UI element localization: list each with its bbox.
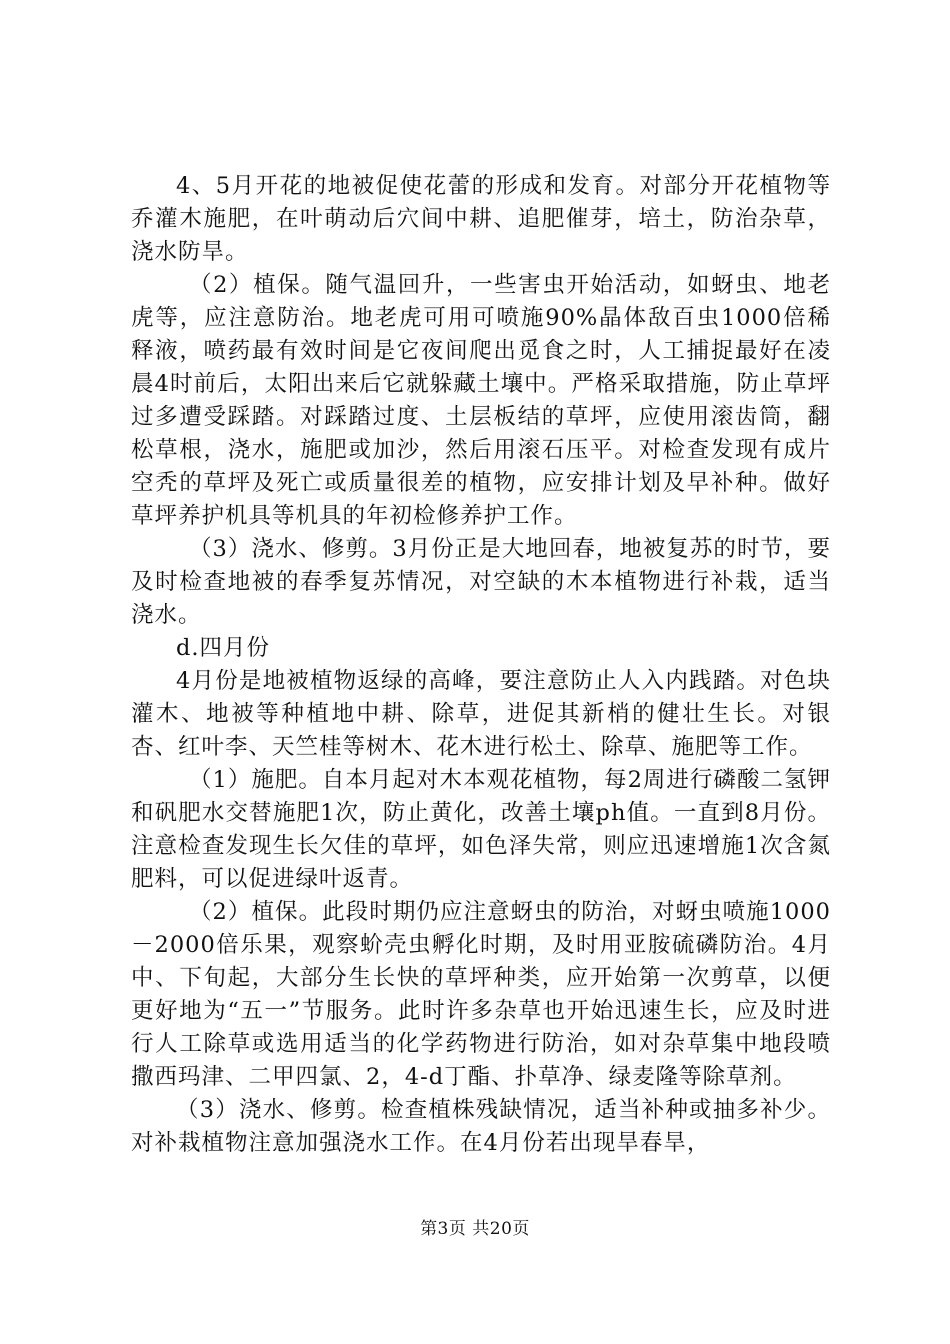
paragraph: （3）浇水、修剪。检查植株残缺情况，适当补种或抽多补少。对补栽植物注意加强浇水工作。在4月份若出现旱春旱， <box>131 1097 831 1156</box>
paragraph: （3）浇水、修剪。3月份正是大地回春，地被复苏的时节，要及时检查地被的春季复苏情况，对空缺的木本植物进行补栽，适当浇水。 <box>131 536 831 628</box>
paragraph: （2）植保。此段时期仍应注意蚜虫的防治，对蚜虫喷施1000－2000倍乐果，观察蚧壳虫孵化时期，及时用亚胺硫磷防治。4月中、下旬起，大部分生长快的草坪种类，应开始第一次剪草，以便更好地为“五一”节服务。此时许多杂草也开始迅速生长，应及时进行人工除草或选用适当的化学药物进行防治，如对杂草集中地段喷撒西玛津、二甲四氯、2，4-d丁酯、扑草净、绿麦隆等除草剂。 <box>131 899 831 1090</box>
paragraph: （1）施肥。自本月起对木本观花植物，每2周进行磷酸二氢钾和矾肥水交替施肥1次，防止黄化，改善土壤ph值。一直到8月份。注意检查发现生长欠佳的草坪，如色泽失常，则应迅速增施1次含氮肥料，可以促进绿叶返青。 <box>131 767 831 892</box>
section-heading: d.四月份 <box>176 635 271 661</box>
page-footer: 第3页 共20页 <box>420 1219 530 1239</box>
paragraph: 4、5月开花的地被促使花蕾的形成和发育。对部分开花植物等乔灌木施肥，在叶萌动后穴间中耕、追肥催芽，培土，防治杂草，浇水防旱。 <box>131 173 831 265</box>
document-body <box>131 170 831 1160</box>
paragraph: （2）植保。随气温回升，一些害虫开始活动，如蚜虫、地老虎等，应注意防治。地老虎可用可喷施90%晶体敌百虫1000倍稀释液，喷药最有效时间是它夜间爬出觅食之时，人工捕捉最好在凌晨4时前后，太阳出来后它就躲藏土壤中。严格采取措施，防止草坪过多遭受踩踏。对踩踏过度、土层板结的草坪，应使用滚齿筒，翻松草根，浇水，施肥或加沙，然后用滚石压平。对检查发现有成片空秃的草坪及死亡或质量很差的植物，应安排计划及早补种。做好草坪养护机具等机具的年初检修养护工作。 <box>131 272 831 529</box>
paragraph: 4月份是地被植物返绿的高峰，要注意防止人入内践踏。对色块灌木、地被等种植地中耕、除草，进促其新梢的健壮生长。对银杏、红叶李、天竺桂等树木、花木进行松土、除草、施肥等工作。 <box>131 668 831 760</box>
